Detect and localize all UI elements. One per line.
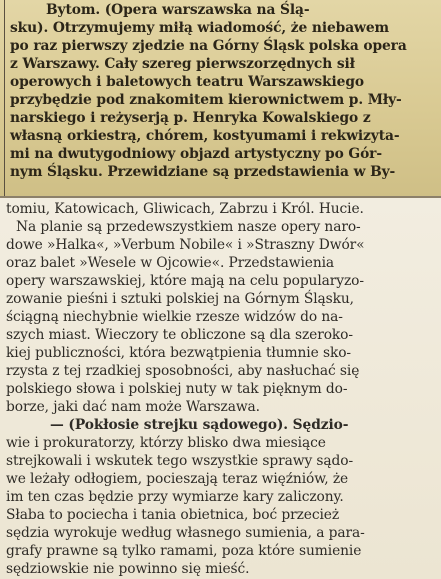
heading-line: Bytom. (Opera warszawska na Ślą-: [46, 2, 310, 18]
text-line: nym Śląsku. Przewidziane są przedstawienia w By-: [10, 164, 396, 180]
text-line: Słaba to pociecha i tania obietnica, boć przecież: [6, 507, 340, 523]
text-line: borze, jaki dać nam może Warszawa.: [6, 399, 260, 415]
text-line: sędzia wyrokuje według własnego sumienia, a para-: [6, 525, 365, 541]
text-line: sędziowskie nie powinno się mieść.: [6, 561, 250, 577]
text-line: przybędzie pod znakomitem kierownictwem p. Mły-: [10, 92, 402, 108]
text-line: szych miast. Wieczory te obliczone są dla szeroko-: [6, 327, 353, 343]
text-line: kiej publiczności, która bezwątpienia tłumnie sko-: [6, 345, 351, 361]
text-line: we leżały odłogiem, pocieszają teraz więźniów, że: [6, 471, 349, 487]
bottom-clipping: [0, 198, 441, 579]
text-line: rzysta z tej rzadkiej sposobności, aby nasłuchać się: [6, 363, 360, 379]
text-line: mi na dwutygodniowy objazd artystyczny po Gór-: [10, 146, 382, 162]
text-line: ściągną niechybnie wielkie rzesze widzów do na-: [6, 309, 343, 325]
clipping-border: [4, 0, 5, 197]
text-line: im ten czas będzie przy wymiarze kary zaliczony.: [6, 489, 344, 505]
text-line: dowe »Halka«, »Verbum Nobile« i »Straszny Dwór«: [6, 237, 365, 253]
text-line: sku). Otrzymujemy miłą wiadomość, że niebawem: [10, 20, 390, 36]
text-line: Na planie są przedewszystkiem nasze opery naro-: [16, 219, 361, 235]
text-line: strejkowali i wskutek tego wszystkie sprawy sądo-: [6, 453, 354, 469]
text-line: wie i prokuratorzy, którzy blisko dwa miesiące: [6, 435, 326, 451]
text-line: z Warszawy. Cały szereg pierwszorzędnych sił: [10, 56, 355, 72]
text-line: własną orkiestrą, chórem, kostyumami i rekwizyta-: [10, 128, 400, 144]
text-line: zowanie pieśni i sztuki polskiej na Górnym Śląsku,: [6, 291, 354, 307]
text-line: operowych i baletowych teatru Warszawskiego: [10, 74, 364, 90]
top-clipping: [0, 0, 441, 197]
text-line: narskiego i reżyserją p. Henryka Kowalskiego z: [10, 110, 371, 126]
text-line: tomiu, Katowicach, Gliwicach, Zabrzu i Król. Hucie.: [6, 201, 364, 217]
text-line: opery warszawskiej, które mają na celu popularyzo-: [6, 273, 364, 289]
subheading-line: — (Pokłosie strejku sądowego). Sędzio-: [50, 417, 349, 433]
text-line: polskiego słowa i polskiej nuty w tak pięknym do-: [6, 381, 348, 397]
text-line: grafy prawne są tylko ramami, poza które sumienie: [6, 543, 362, 559]
text-line: oraz balet »Wesele w Ojcowie«. Przedstawienia: [6, 255, 335, 271]
text-line: po raz pierwszy zjedzie na Górny Śląsk polska opera: [10, 38, 407, 54]
